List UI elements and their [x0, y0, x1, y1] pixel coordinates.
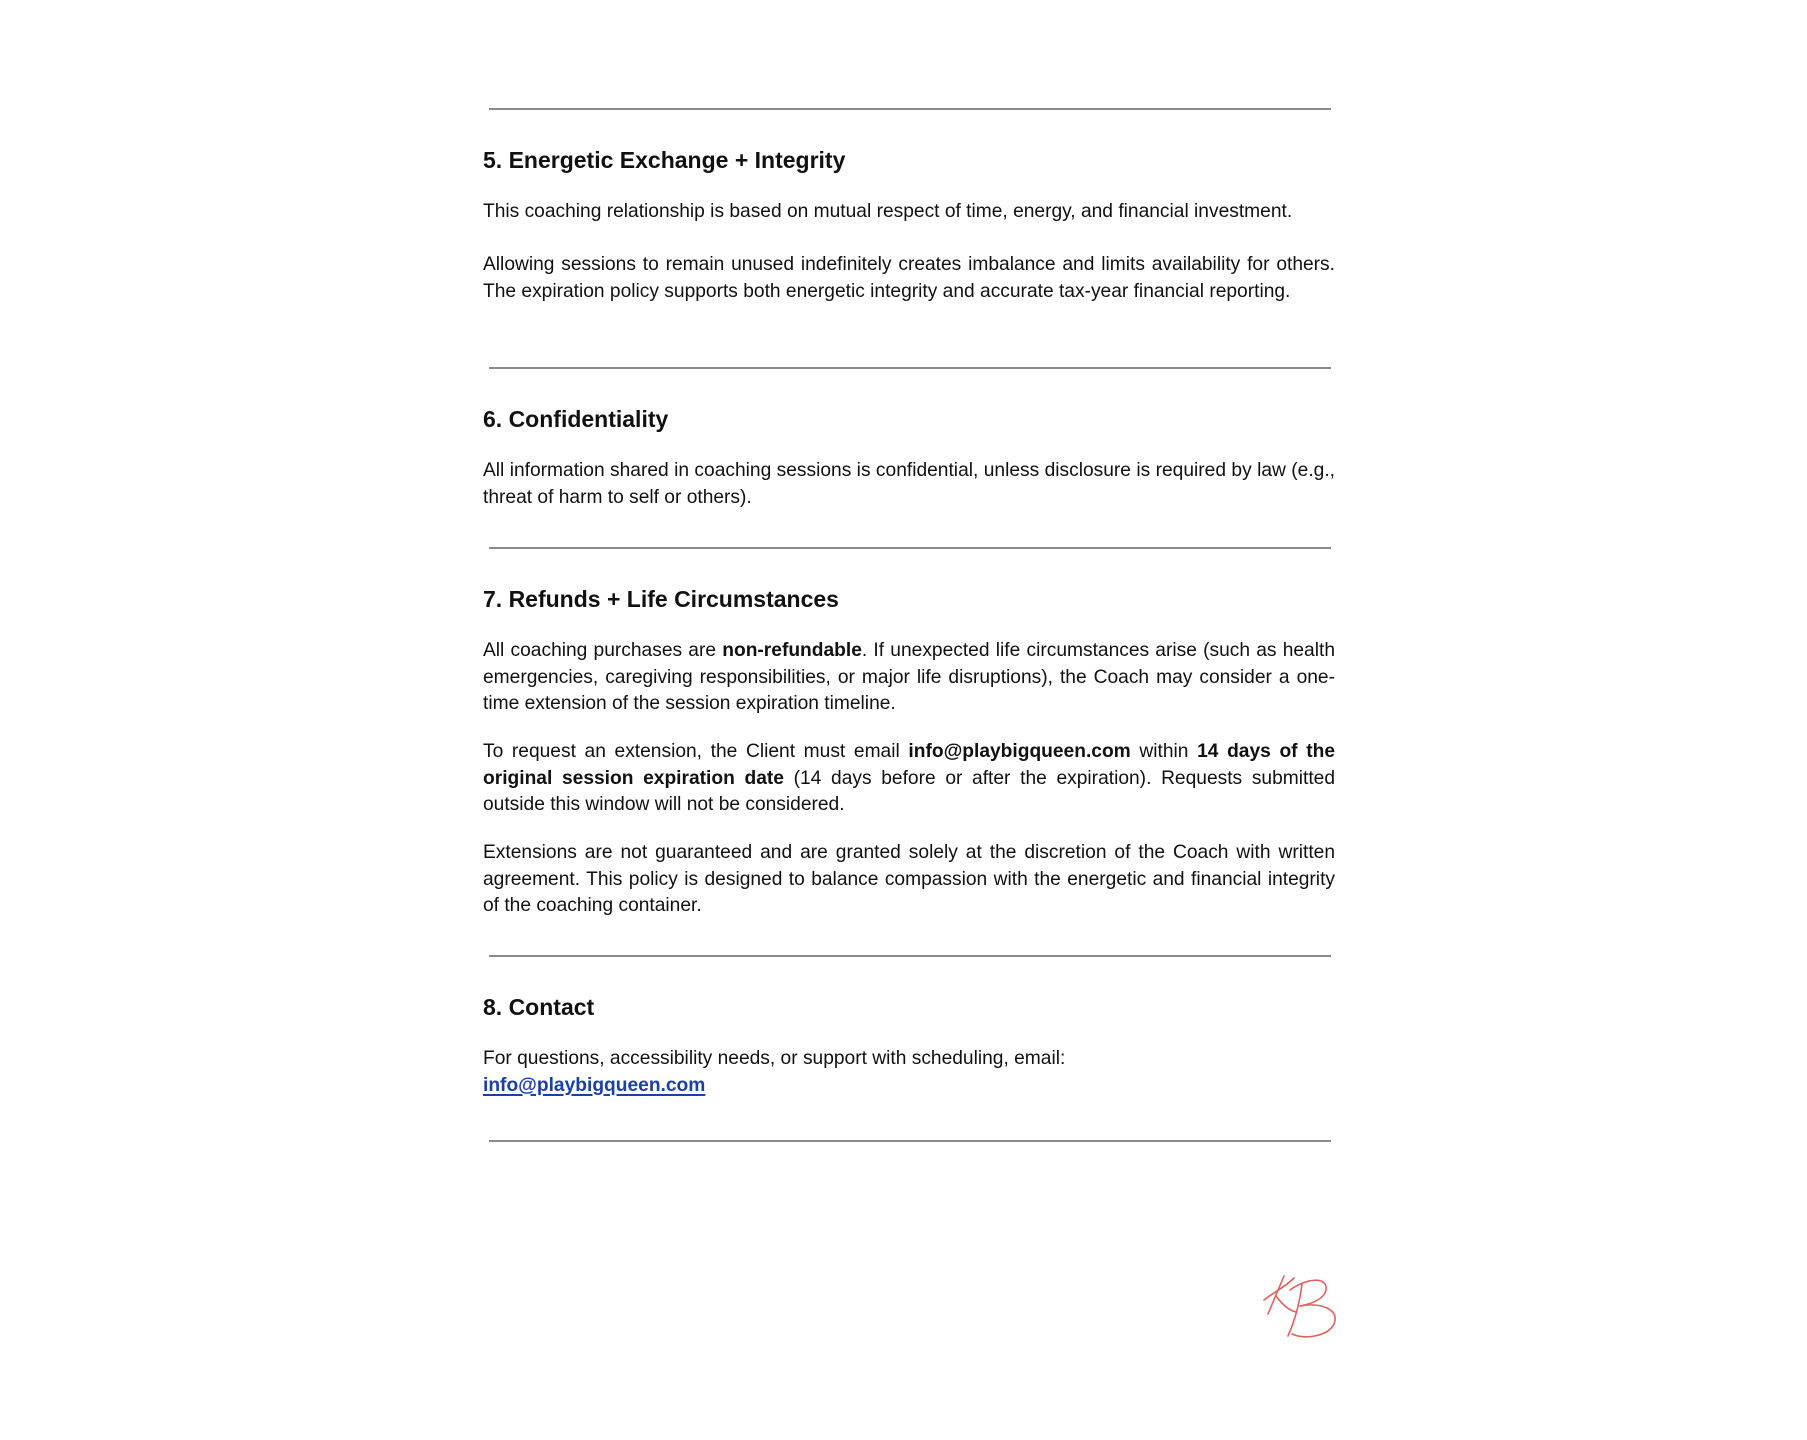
signature-stroke-k-arm [1264, 1278, 1294, 1300]
section-heading: 7. Refunds + Life Circumstances [483, 586, 839, 612]
paragraph [483, 638, 1335, 718]
paragraph: This coaching relationship is based on mutual respect of time, energy, and financial investment. [483, 201, 1293, 222]
paragraph: All information shared in coaching sessions is confidential, unless disclosure is required by law (e.g., threat of harm to self or others). [483, 460, 1335, 508]
paragraph-text: (14 days before or after the expiration). Requests submitted outside this window will not be considered. [483, 767, 1336, 815]
signature-stroke-k-leg [1276, 1296, 1296, 1312]
divider [489, 108, 1331, 110]
divider [489, 547, 1331, 549]
paragraph [483, 1046, 1335, 1099]
paragraph: Allowing sessions to remain unused indefinitely creates imbalance and limits availability for others. The expiration policy supports both energetic integrity and accurate tax-year financial reporting. [483, 254, 1335, 302]
paragraph-text: within [1130, 741, 1198, 762]
paragraph-text: All coaching purchases are [483, 640, 723, 661]
section-heading: 5. Energetic Exchange + Integrity [483, 147, 846, 173]
signature-initials [1262, 1270, 1342, 1342]
bold-text: non-refundable [722, 640, 862, 661]
paragraph-text: For questions, accessibility needs, or support with scheduling, email: [483, 1048, 1066, 1069]
divider [489, 955, 1331, 957]
section-heading: 6. Confidentiality [483, 406, 669, 432]
divider [489, 1140, 1331, 1142]
section-heading: 8. Contact [483, 994, 595, 1020]
signature-stroke-b-bottom [1292, 1305, 1335, 1337]
paragraph [483, 739, 1335, 819]
signature-stroke-b-top [1290, 1280, 1326, 1306]
email-text: info@playbigqueen.com [908, 741, 1131, 762]
divider [489, 367, 1331, 369]
contact-email-link[interactable]: info@playbigqueen.com [483, 1074, 706, 1096]
paragraph-text: To request an extension, the Client must email [483, 741, 909, 762]
paragraph: Extensions are not guaranteed and are granted solely at the discretion of the Coach with written agreement. This policy is designed to balance compassion with the energetic and financial integrity of the coaching container. [483, 842, 1335, 916]
bold-text: 14 days of the original session expiration date [483, 741, 1335, 789]
paragraph-text: . If unexpected life circumstances arise (such as health emergencies, caregiving responsibilities, or major life disruptions), the Coach may consider a one-time extension of the session expiration timeline. [483, 640, 1335, 714]
